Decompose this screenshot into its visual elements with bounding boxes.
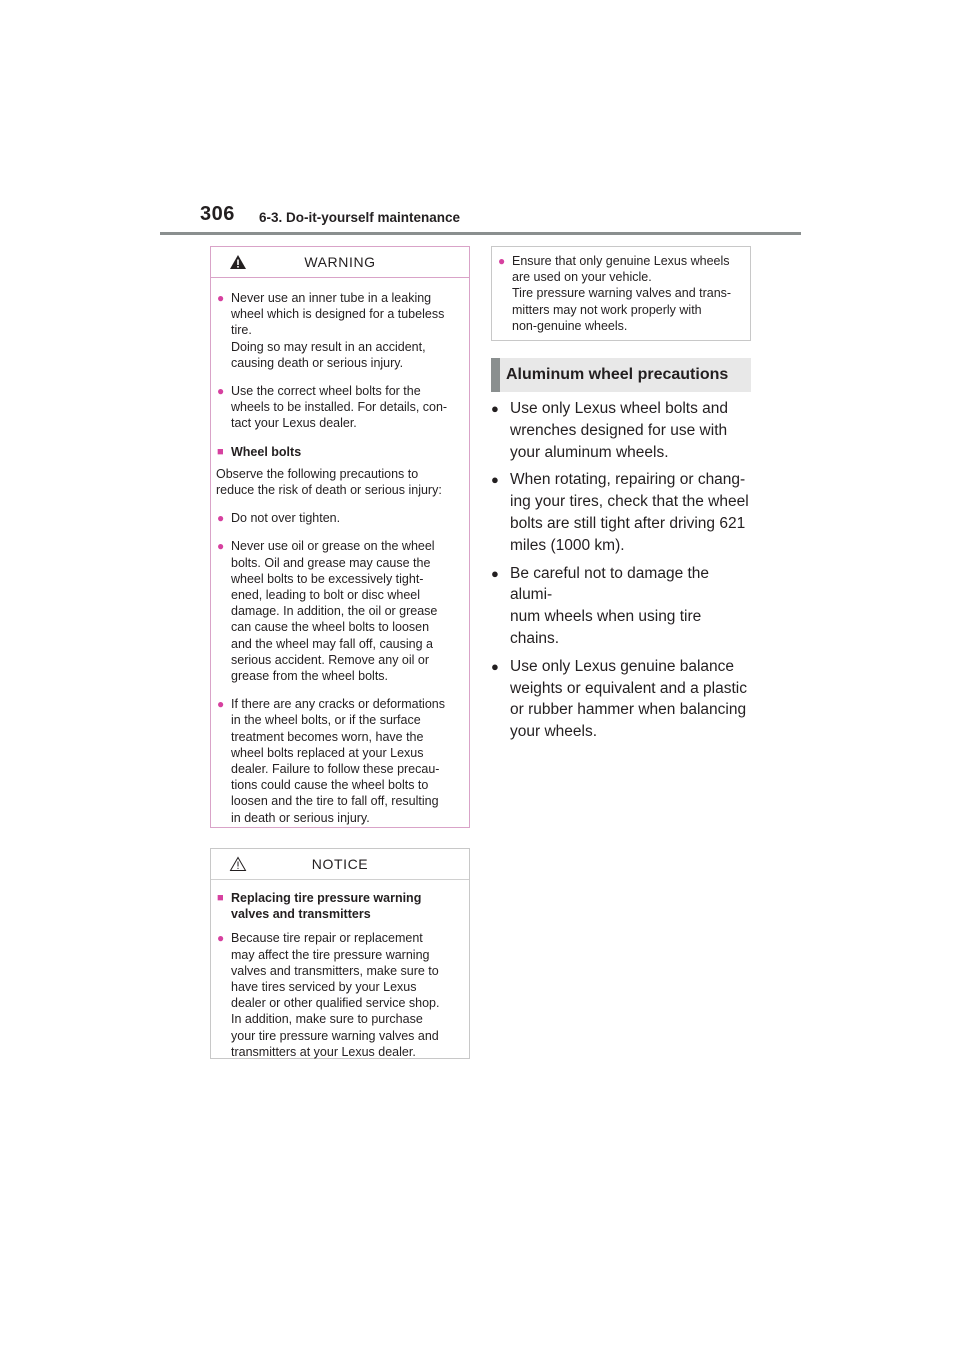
bullet-dot-icon: ● bbox=[217, 291, 225, 305]
bullet-dot-icon: ● bbox=[498, 254, 506, 268]
bullet-dot-icon: ● bbox=[217, 511, 225, 526]
list-item: ● Use only Lexus wheel bolts and wrenches designed for use with your aluminum wheels. bbox=[491, 398, 753, 463]
list-item: ● Use only Lexus genuine balance weights or equivalent and a plastic or rubber hammer when balancing your wheels. bbox=[491, 656, 753, 743]
bullet-dot-icon: ● bbox=[491, 658, 499, 674]
list-item: ● Because tire repair or replacement may affect the tire pressure warning valves and transmitters, make sure to have tires serviced by your Lexus dealer or other qualified service shop. In addition, make sure to purchase your tire pressure warning valves and transmitters at your Lexus dealer. bbox=[217, 931, 440, 1059]
bullet-dot-icon: ● bbox=[217, 697, 225, 712]
list-item: ● Never use oil or grease on the wheel bolts. Oil and grease may cause the wheel bolts to be excessively tight- ened, leading to bolt or disc wheel damage. In addition, the oil or grease can cause the wheel bolts to loosen and the wheel may fall off, causing a serious accident. Remove any oil or grease from the wheel bolts. bbox=[217, 539, 438, 684]
list-item: ● If there are any cracks or deformations in the wheel bolts, or if the surface treatment becomes worn, have the wheel bolts replaced at your Lexus dealer. Failure to follow these precau- tions could cause the wheel bolts to loosen and the tire to fall off, resulting in death or serious injury. bbox=[217, 697, 445, 825]
subheading: ■ Replacing tire pressure warning valves and transmitters bbox=[217, 891, 422, 922]
notice-box-header bbox=[211, 849, 469, 880]
list-item: ● When rotating, repairing or chang- ing your tires, check that the wheel bolts are still tight after driving 621 miles (1000 km). bbox=[491, 469, 753, 556]
bullet-dot-icon: ● bbox=[491, 565, 499, 581]
warning-box bbox=[210, 246, 470, 828]
bullet-dot-icon: ● bbox=[217, 384, 225, 399]
section-title: 6-3. Do-it-yourself maintenance bbox=[259, 210, 461, 225]
notice-box bbox=[210, 848, 470, 1059]
subheading: ■ Wheel bolts bbox=[217, 444, 302, 459]
bullet-dot-icon: ● bbox=[491, 472, 499, 488]
notice-box-title: NOTICE bbox=[311, 856, 369, 872]
bullet-dot-icon: ● bbox=[217, 931, 225, 946]
warning-triangle-icon bbox=[229, 254, 247, 270]
warning-box-title: WARNING bbox=[304, 254, 376, 270]
list-item: ● Do not over tighten. bbox=[217, 511, 341, 526]
paragraph: Observe the following precautions to reduce the risk of death or serious injury: bbox=[216, 466, 442, 498]
square-marker-icon: ■ bbox=[217, 892, 224, 904]
warning-box-header bbox=[211, 247, 469, 278]
list-item: ● Ensure that only genuine Lexus wheels are used on your vehicle. Tire pressure warning valves and trans- mitters may not work properly with non-genuine wheels. bbox=[498, 254, 732, 333]
list-item: ● Use the correct wheel bolts for the wheels to be installed. For details, con- tact your Lexus dealer. bbox=[217, 384, 448, 431]
warning-continuation-box bbox=[491, 246, 751, 341]
list-item: ● Be careful not to damage the alumi- num wheels when using tire chains. bbox=[491, 563, 753, 650]
bullet-dot-icon: ● bbox=[217, 539, 225, 554]
header-rule bbox=[160, 232, 801, 235]
section-heading: Aluminum wheel precautions bbox=[491, 358, 751, 392]
aluminum-list bbox=[491, 398, 753, 749]
notice-triangle-icon bbox=[229, 856, 247, 872]
list-item: ● Never use an inner tube in a leaking wheel which is designed for a tubeless tire. Doing so may result in an accident, causing death or serious injury. bbox=[217, 291, 445, 370]
bullet-dot-icon: ● bbox=[491, 401, 499, 416]
page-number: 306 bbox=[200, 203, 235, 225]
square-marker-icon: ■ bbox=[217, 445, 224, 458]
